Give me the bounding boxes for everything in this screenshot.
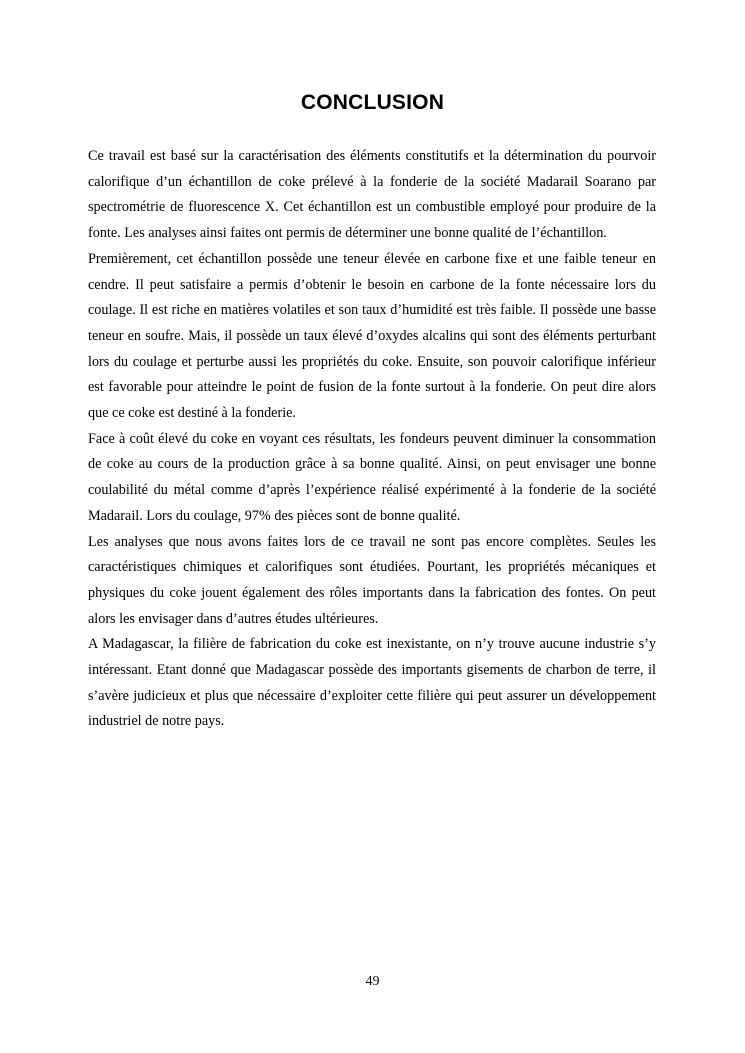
paragraph-cost: Face à coût élevé du coke en voyant ces résultats, les fondeurs peuvent diminuer la consommation de coke au cours de la production grâce à sa bonne qualité. Ainsi, on peut envisager une bonne coulabilité du métal comme d’après l’expérience réalisé expérimenté à la fonderie de la société Madarail. Lors du coulage, 97% des pièces sont de bonne qualité.: [88, 430, 656, 524]
page-number: 49: [365, 974, 380, 989]
paragraph-madagascar: A Madagascar, la filière de fabrication du coke est inexistante, on n’y trouve aucune industrie s’y intéressant. Etant donné que Madagascar possède des importants gisements de charbon de terre, il s’avère judicieux et plus que nécessaire d’exploiter cette filière qui peut assurer un développement industriel de notre pays.: [88, 636, 656, 730]
paragraph-intro: Ce travail est basé sur la caractérisation des éléments constitutifs et la détermination du pourvoir calorifique d’un échantillon de coke prélevé à la fonderie de la société Madarail Soarano par spectrométrie de fluorescence X. Cet échantillon est un combustible employé pour produire de la fonte. Les analyses ainsi faites ont permis de déterminer une bonne qualité de l’échantillon.: [88, 148, 656, 242]
body-text: [88, 144, 656, 735]
page-title: CONCLUSION: [300, 91, 445, 114]
paragraph-results: Premièrement, cet échantillon possède une teneur élevée en carbone fixe et une faible teneur en cendre. Il peut satisfaire a permis d’obtenir le besoin en carbone de la fonte nécessaire lors du coulage. Il est riche en matières volatiles et son taux d’humidité est très faible. Il possède une basse teneur en soufre. Mais, il possède un taux élevé d’oxydes alcalins qui sont des éléments perturbant lors du coulage et perturbe aussi les propriétés du coke. Ensuite, son pouvoir calorifique inférieur est favorable pour atteindre le point de fusion de la fonte surtout à la fonderie. On peut dire alors que ce coke est destiné à la fonderie.: [88, 250, 656, 422]
paragraph-limitations: Les analyses que nous avons faites lors de ce travail ne sont pas encore complètes. Seules les caractéristiques chimiques et calorifiques sont étudiées. Pourtant, les propriétés mécaniques et physiques du coke jouent également des rôles importants dans la fabrication des fontes. On peut alors les envisager dans d’autres études ultérieures.: [88, 533, 656, 627]
